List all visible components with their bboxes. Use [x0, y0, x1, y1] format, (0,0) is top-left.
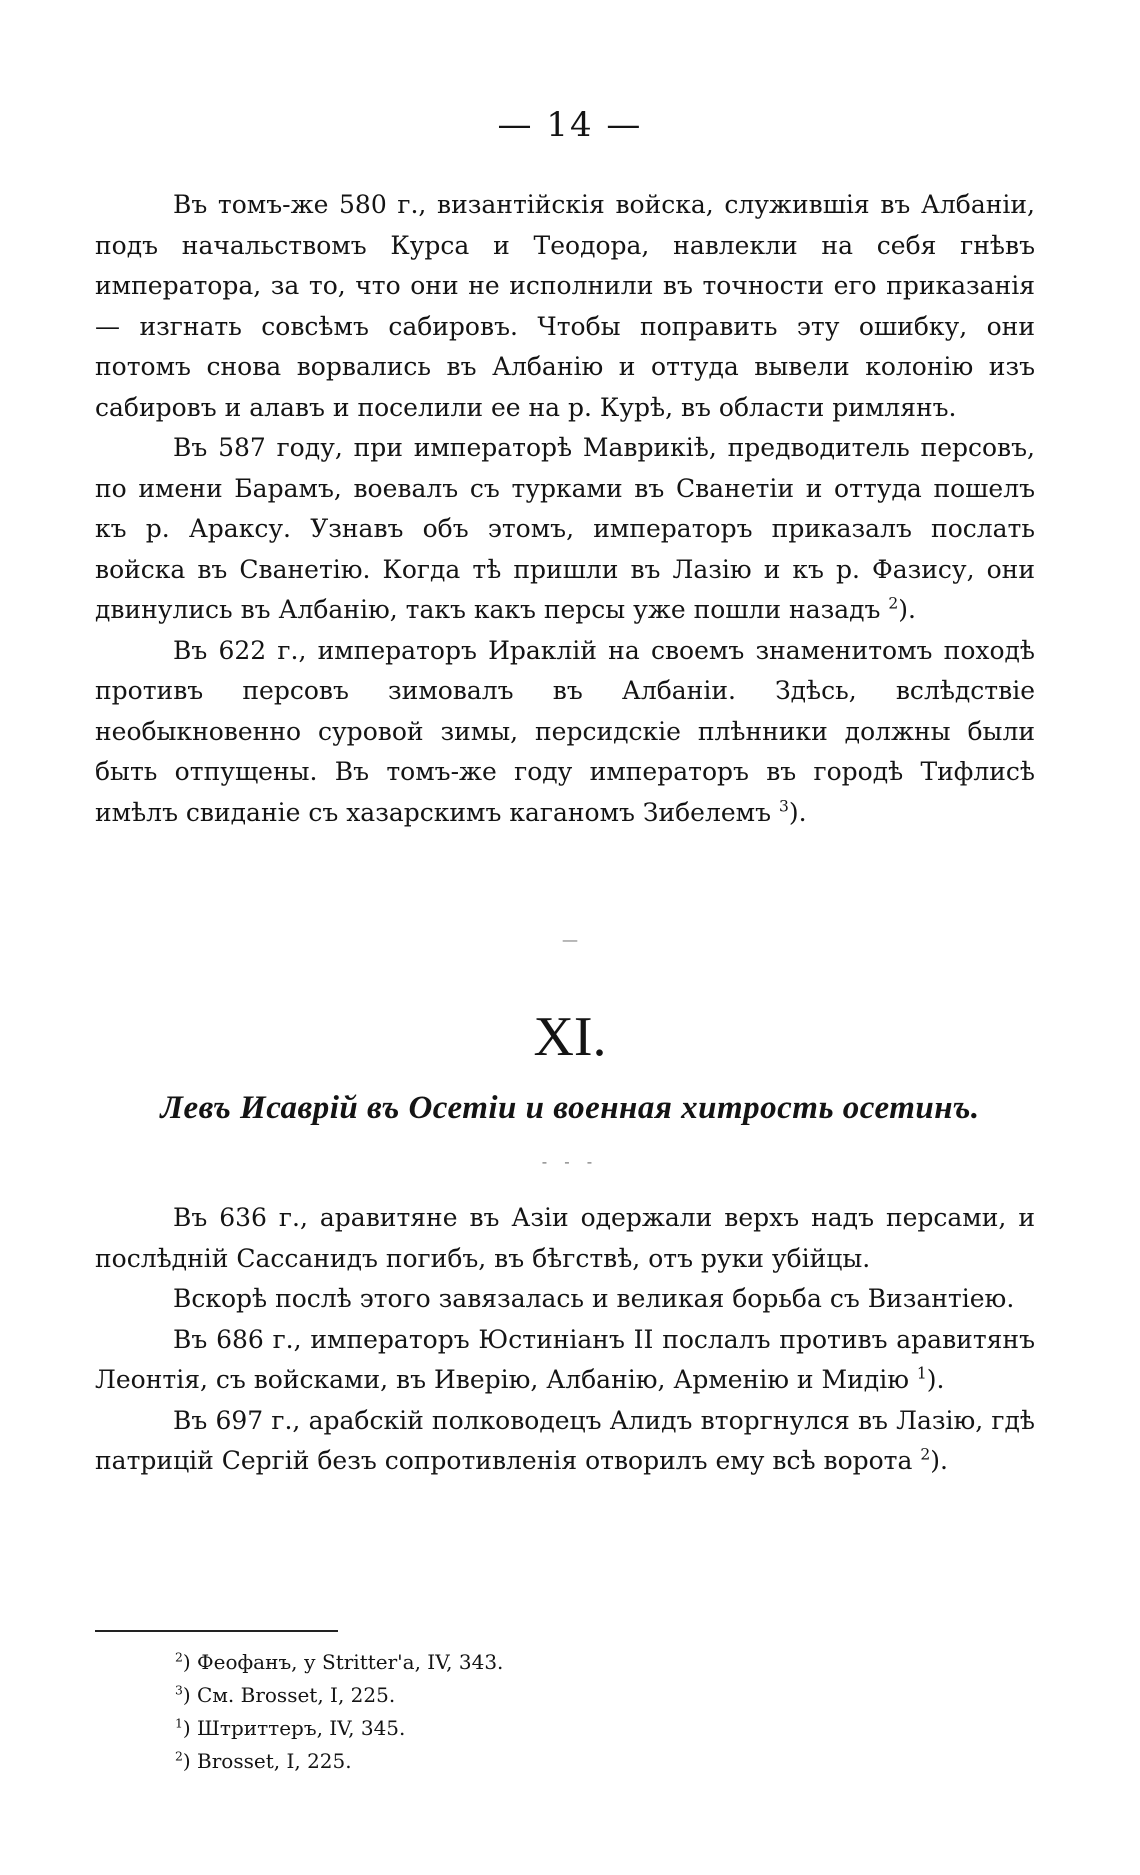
footnote [175, 1745, 1035, 1778]
title-divider: - - - [541, 1152, 599, 1171]
footnote-text: ) Феофанъ, у Stritter'a, IV, 343. [182, 1650, 504, 1674]
footnote-ref[interactable]: 2 [920, 1445, 931, 1464]
footnote-ref-close: ). [930, 1446, 948, 1475]
footnote-text: ) См. Brosset, I, 225. [182, 1683, 396, 1707]
chapter-title: Левъ Исаврій въ Осетіи и военная хитрость осетинъ. [160, 1090, 980, 1126]
paragraph-text: Вскорѣ послѣ этого завязалась и великая борьба съ Византіею. [173, 1284, 1015, 1313]
footnote-ref-close: ). [898, 595, 916, 624]
footnote-ref-close: ). [926, 1365, 945, 1394]
paragraph [95, 185, 1035, 428]
footnote-text: ) Brosset, I, 225. [182, 1749, 352, 1773]
footnote-rule [95, 1630, 338, 1632]
paragraph-text: Въ 697 г., арабскій полководецъ Алидъ вторгнулся въ Лазію, гдѣ патрицій Сергій безъ сопротивленія отворилъ ему всѣ ворота [95, 1405, 1035, 1475]
paragraph [95, 1320, 1035, 1401]
footnote-text: ) Штриттеръ, IV, 345. [182, 1716, 406, 1740]
footnote-ref-close: ). [788, 797, 807, 827]
section-text-lower [95, 1198, 1035, 1482]
paragraph [95, 631, 1035, 834]
footnote [175, 1679, 1035, 1712]
paragraph [95, 1401, 1035, 1482]
paragraph-text: Въ 636 г., аравитяне въ Азіи одержали верхъ надъ персами, и послѣдній Сассанидъ погибъ, въ бѣгствѣ, отъ руки убійцы. [95, 1203, 1035, 1273]
footnote-mark: 1 [175, 1715, 183, 1731]
footnote-mark: 2 [175, 1748, 183, 1764]
paragraph [95, 428, 1035, 631]
footnote-ref[interactable]: 1 [916, 1364, 927, 1383]
page-number: — 14 — [497, 105, 643, 145]
paragraph-text: Въ 622 г., императоръ Ираклій на своемъ знаменитомъ походѣ противъ персовъ зимовалъ въ Албаніи. Здѣсь, вслѣдствіе необыкновенно суровой зимы, персидскіе плѣнники должны были быть отпущены. Въ томъ-же году императоръ въ городѣ Тифлисѣ имѣлъ свиданіе съ хазарскимъ каганомъ Зибелемъ [95, 635, 1035, 827]
footnote [175, 1646, 1035, 1679]
paragraph-text: Въ 587 году, при императорѣ Маврикіѣ, предводитель персовъ, по имени Барамъ, воевалъ съ турками въ Сванетіи и оттуда пошелъ къ р. Араксу. Узнавъ объ этомъ, императоръ приказалъ послать войска въ Сванетію. Когда тѣ пришли въ Лазію и къ р. Фазису, они двинулись въ Албанію, такъ какъ персы уже пошли назадъ [95, 433, 1035, 624]
footnote-ref[interactable]: 2 [888, 594, 899, 613]
section-text-upper [95, 185, 1035, 833]
section-divider: — [562, 930, 578, 949]
footnote-ref[interactable]: 3 [778, 797, 789, 816]
footnote-mark: 2 [175, 1649, 183, 1665]
paragraph-text: Въ 686 г., императоръ Юстиніанъ II послалъ противъ аравитянъ Леонтія, съ войсками, въ Иверію, Албанію, Арменію и Мидію [95, 1324, 1035, 1394]
footnote-mark: 3 [175, 1682, 183, 1698]
paragraph [95, 1198, 1035, 1279]
footnotes [175, 1646, 1035, 1778]
paragraph-text: Въ томъ-же 580 г., византійскія войска, служившія въ Албаніи, подъ начальствомъ Курса и Теодора, навлекли на себя гнѣвъ императора, за то, что они не исполнили въ точности его приказанія — изгнать совсѣмъ сабировъ. Чтобы поправить эту ошибку, они потомъ снова ворвались въ Албанію и оттуда вывели колонію изъ сабировъ и алавъ и поселили ее на р. Курѣ, въ области римлянъ. [95, 190, 1035, 422]
footnote [175, 1712, 1035, 1745]
chapter-numeral: XI. [533, 1006, 607, 1068]
paragraph [95, 1279, 1035, 1320]
